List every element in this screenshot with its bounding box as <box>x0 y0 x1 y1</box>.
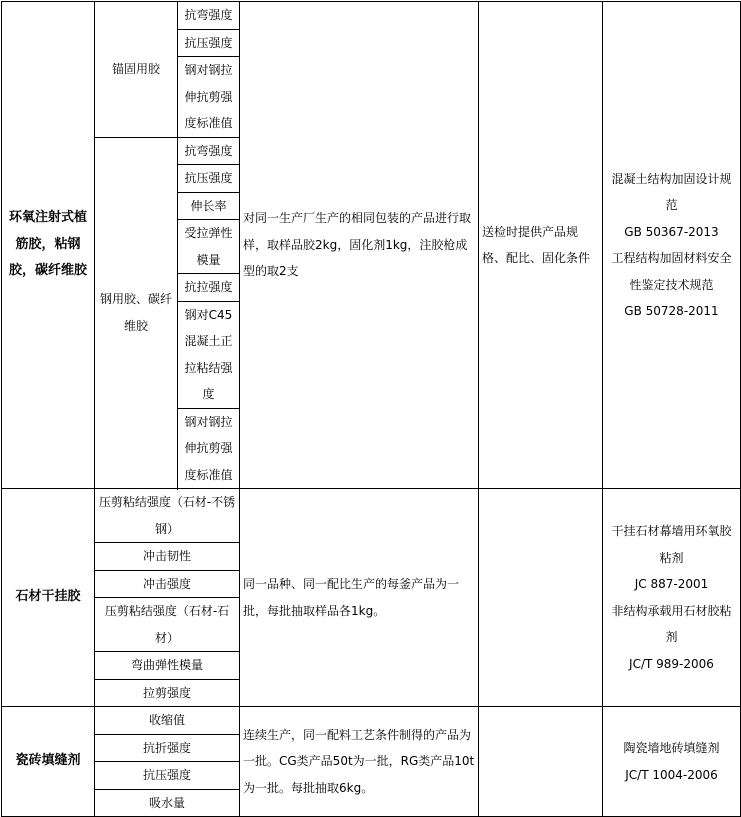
requirements-cell <box>479 707 603 817</box>
standard-line: 干挂石材幕墙用环氧胶粘剂 <box>611 524 732 565</box>
item-cell: 弯曲弹性模量 <box>95 652 240 680</box>
group-cell: 锚固用胶 <box>95 2 178 138</box>
item-cell: 钢对钢拉伸抗剪强度标准值 <box>178 57 240 138</box>
standard-line: GB 50367-2013 <box>624 224 719 239</box>
group-cell: 钢用胶、碳纤维胶 <box>95 137 178 489</box>
standards-cell <box>603 707 741 817</box>
requirements-cell: 送检时提供产品规格、配比、固化条件 <box>479 2 603 489</box>
item-cell: 受拉弹性模量 <box>178 220 240 274</box>
standard-line: 陶瓷墙地砖填缝剂 <box>623 741 720 755</box>
item-cell: 收缩值 <box>95 707 240 735</box>
item-cell: 压剪粘结强度（石材-石材） <box>95 598 240 652</box>
standards-cell <box>603 489 741 707</box>
requirements-cell <box>479 489 603 707</box>
item-cell: 伸长率 <box>178 192 240 220</box>
item-cell: 压剪粘结强度（石材-不锈钢） <box>95 489 240 543</box>
item-cell: 抗折强度 <box>95 734 240 762</box>
item-cell: 钢对钢拉伸抗剪强度标准值 <box>178 408 240 489</box>
sampling-cell: 对同一生产厂生产的相同包装的产品进行取样，取样品胶2kg，固化剂1kg，注胶枪成型的取2支 <box>240 2 479 489</box>
category-cell: 环氧注射式植筋胶，粘钢胶，碳纤维胶 <box>2 2 95 489</box>
standard-line: GB 50728-2011 <box>624 304 719 318</box>
item-cell: 抗压强度 <box>178 165 240 193</box>
item-cell: 抗压强度 <box>178 29 240 57</box>
item-cell: 拉剪强度 <box>95 679 240 707</box>
standard-line: JC/T 1004-2006 <box>625 767 718 782</box>
standards-table <box>1 1 741 817</box>
standard-line: JC 887-2001 <box>634 577 709 591</box>
item-cell: 冲击韧性 <box>95 543 240 571</box>
standard-line: 工程结构加固材料安全性鉴定技术规范 <box>611 251 732 292</box>
item-cell: 抗拉强度 <box>178 274 240 302</box>
standard-line: 混凝土结构加固设计规范 <box>611 171 732 212</box>
item-cell: 吸水量 <box>95 789 240 817</box>
item-cell: 冲击强度 <box>95 570 240 598</box>
sampling-cell: 同一品种、同一配比生产的每釜产品为一批，每批抽取样品各1kg。 <box>240 489 479 707</box>
item-cell: 抗压强度 <box>95 762 240 790</box>
item-cell: 抗弯强度 <box>178 137 240 165</box>
standards-cell <box>603 2 741 489</box>
category-cell: 瓷砖填缝剂 <box>2 707 95 817</box>
category-cell: 石材干挂胶 <box>2 489 95 707</box>
standard-line: 非结构承载用石材胶粘剂 <box>611 603 732 644</box>
standard-line: JC/T 989-2006 <box>629 656 714 671</box>
item-cell: 钢对C45混凝土正拉粘结强度 <box>178 301 240 408</box>
sampling-cell: 连续生产，同一配料工艺条件制得的产品为一批。CG类产品50t为一批，RG类产品10t为一批。每批抽取6kg。 <box>240 707 479 817</box>
item-cell: 抗弯强度 <box>178 2 240 30</box>
